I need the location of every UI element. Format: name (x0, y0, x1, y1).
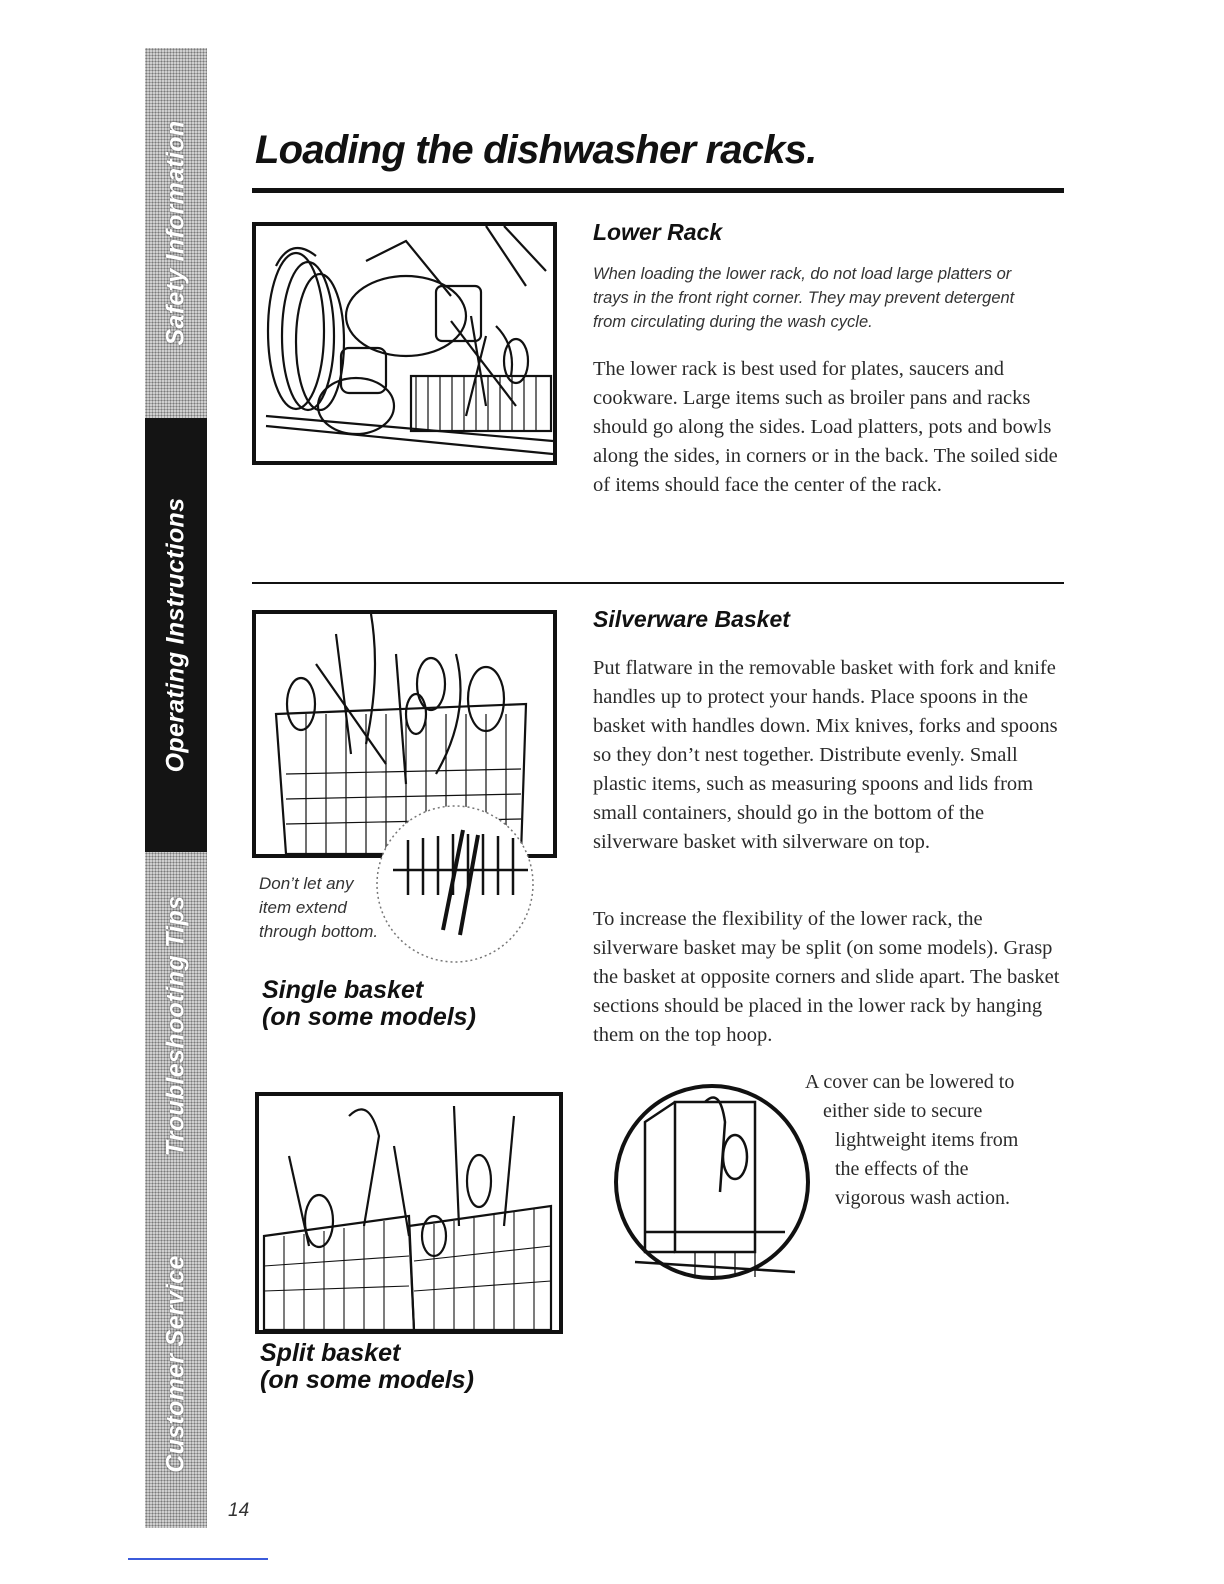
lower-rack-heading: Lower Rack (593, 219, 723, 245)
page-title: Loading the dishwasher racks. (255, 128, 817, 172)
section-tabs (145, 48, 207, 1528)
tab-label: Customer Service (161, 1255, 190, 1473)
magnified-bottom-detail (368, 800, 542, 968)
callout-line: item extend (259, 898, 347, 917)
tab-label: Troubleshooting Tips (161, 895, 190, 1157)
split-basket-caption (260, 1340, 474, 1394)
tab-label: Safety Information (161, 120, 190, 346)
caption-line: (on some models) (260, 1366, 474, 1394)
tab-troubleshooting-tips[interactable] (145, 852, 207, 1202)
cover-text (805, 1068, 1018, 1213)
lower-rack-drawing (256, 226, 553, 461)
lower-rack-illustration (252, 222, 557, 465)
split-basket-drawing (259, 1096, 559, 1330)
caption-line: (on some models) (262, 1003, 476, 1031)
silverware-heading: Silverware Basket (593, 606, 790, 632)
cover-line: either side to secure (823, 1100, 983, 1122)
basket-cover-detail (605, 1082, 820, 1282)
callout-line: through bottom. (259, 922, 379, 941)
cover-line: A cover can be lowered to (805, 1071, 1015, 1093)
callout-line: Don’t let any (259, 874, 354, 893)
lower-rack-note: When loading the lower rack, do not load large platters or trays in the front right corner. They may prevent detergent from circulating during the wash cycle. (593, 265, 1015, 331)
callout-text (259, 872, 378, 944)
caption-line: Split basket (260, 1339, 401, 1367)
cover-line: the effects of the (835, 1158, 969, 1180)
single-basket-caption (262, 977, 476, 1031)
cover-line: lightweight items from (835, 1129, 1019, 1151)
silverware-body-2: To increase the flexibility of the lower rack, the silverware basket may be split (on some models). Grasp the basket at opposite corners and slide apart. The basket sections should be placed in the lower rack by hanging them on the top hoop. (593, 908, 1060, 1046)
lower-rack-body: The lower rack is best used for plates, saucers and cookware. Large items such as broiler pans and racks should go along the sides. Load platters, pots and bowls along the sides, in corners or in the back. The soiled side of items should face the center of the rack. (593, 358, 1058, 496)
title-rule (252, 188, 1064, 193)
silverware-body-1: Put flatware in the removable basket with fork and knife handles up to protect your hands. Place spoons in the basket with handles down. Mix knives, forks and spoons so they don’t nest together. Distribute evenly. Small plastic items, such as measuring spoons and lids from small containers, should go in the bottom of the silverware basket with silverware on top. (593, 657, 1058, 853)
tab-label: Operating Instructions (161, 497, 190, 773)
section-divider (252, 582, 1064, 584)
cover-line: vigorous wash action. (835, 1187, 1010, 1209)
page-number: 14 (228, 1500, 250, 1521)
bottom-accent-line (128, 1558, 268, 1560)
caption-line: Single basket (262, 976, 424, 1004)
tab-safety-information[interactable] (145, 48, 207, 420)
split-basket-illustration (255, 1092, 563, 1334)
tab-operating-instructions[interactable] (145, 418, 207, 854)
tab-customer-service[interactable] (145, 1200, 207, 1530)
